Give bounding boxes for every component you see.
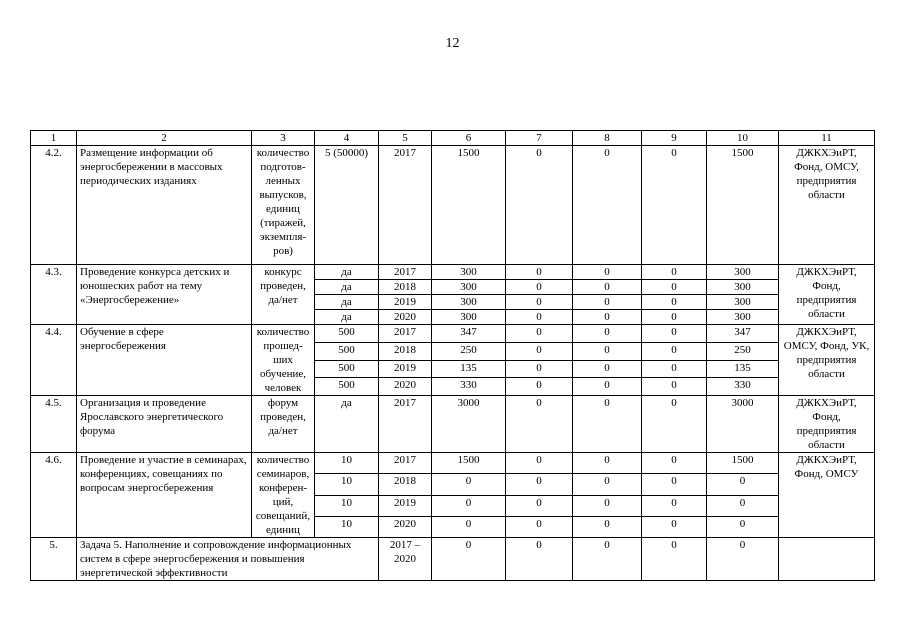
amount-c7: 0 xyxy=(506,360,573,378)
target-value: 10 xyxy=(315,495,379,516)
target-value: 500 xyxy=(315,342,379,360)
amount-c10: 300 xyxy=(707,280,779,295)
amount-total: 347 xyxy=(432,325,506,343)
amount-c7: 0 xyxy=(506,295,573,310)
amount-total: 0 xyxy=(432,516,506,537)
amount-c10: 0 xyxy=(707,474,779,495)
amount-total: 0 xyxy=(432,495,506,516)
header-cell: 7 xyxy=(506,131,573,146)
indicator: количество прошед-ших обучение, человек xyxy=(252,325,315,396)
target-value: 10 xyxy=(315,516,379,537)
row-number: 4.5. xyxy=(31,396,77,453)
amount-c10: 1500 xyxy=(707,146,779,265)
amount-c10: 0 xyxy=(707,538,779,581)
executors: ДЖКХЭиРТ, Фонд, ОМСУ xyxy=(779,453,875,538)
amount-c9: 0 xyxy=(642,310,707,325)
amount-c10: 0 xyxy=(707,495,779,516)
table-row xyxy=(31,396,875,453)
target-value: 5 (50000) xyxy=(315,146,379,265)
amount-c10: 300 xyxy=(707,310,779,325)
amount-c7: 0 xyxy=(506,516,573,537)
target-value: да xyxy=(315,265,379,280)
year: 2020 xyxy=(379,310,432,325)
year: 2017 xyxy=(379,325,432,343)
year: 2018 xyxy=(379,474,432,495)
target-value: да xyxy=(315,310,379,325)
amount-c7: 0 xyxy=(506,342,573,360)
executors-empty xyxy=(779,538,875,581)
amount-total: 1500 xyxy=(432,146,506,265)
year: 2017 xyxy=(379,146,432,265)
amount-c9: 0 xyxy=(642,516,707,537)
task-name: Задача 5. Наполнение и сопровождение информационных систем в сфере энергосбережения и повышения энергетической эффективности xyxy=(77,538,379,581)
year: 2020 xyxy=(379,378,432,396)
amount-c9: 0 xyxy=(642,396,707,453)
amount-c7: 0 xyxy=(506,538,573,581)
year: 2017 xyxy=(379,396,432,453)
indicator: количество семинаров, конферен-ций, совещаний, единиц xyxy=(252,453,315,538)
year: 2018 xyxy=(379,280,432,295)
amount-c7: 0 xyxy=(506,146,573,265)
year: 2019 xyxy=(379,360,432,378)
page-number: 12 xyxy=(445,36,460,51)
amount-c7: 0 xyxy=(506,280,573,295)
amount-c8: 0 xyxy=(573,265,642,280)
table-row xyxy=(31,453,875,474)
amount-c10: 250 xyxy=(707,342,779,360)
amount-c10: 0 xyxy=(707,516,779,537)
header-cell: 10 xyxy=(707,131,779,146)
amount-c9: 0 xyxy=(642,360,707,378)
target-value: 500 xyxy=(315,378,379,396)
year: 2017 – 2020 xyxy=(379,538,432,581)
amount-c7: 0 xyxy=(506,453,573,474)
amount-total: 0 xyxy=(432,474,506,495)
amount-c10: 135 xyxy=(707,360,779,378)
amount-total: 300 xyxy=(432,295,506,310)
executors: ДЖКХЭиРТ, Фонд, предприятия области xyxy=(779,265,875,325)
amount-c9: 0 xyxy=(642,474,707,495)
amount-c8: 0 xyxy=(573,146,642,265)
year: 2019 xyxy=(379,295,432,310)
row-number: 4.4. xyxy=(31,325,77,396)
amount-c8: 0 xyxy=(573,516,642,537)
indicator: количество подготов-ленных выпусков, единиц (тиражей, экземпля-ров) xyxy=(252,146,315,265)
header-cell: 9 xyxy=(642,131,707,146)
measure-name: Размещение информации об энергосбережении в массовых периодических изданиях xyxy=(77,146,252,265)
amount-c9: 0 xyxy=(642,295,707,310)
year: 2018 xyxy=(379,342,432,360)
amount-c8: 0 xyxy=(573,360,642,378)
row-number: 4.2. xyxy=(31,146,77,265)
amount-c9: 0 xyxy=(642,265,707,280)
measure-name: Организация и проведение Ярославского энергетического форума xyxy=(77,396,252,453)
amount-c7: 0 xyxy=(506,495,573,516)
amount-c7: 0 xyxy=(506,396,573,453)
row-number: 5. xyxy=(31,538,77,581)
amount-c10: 347 xyxy=(707,325,779,343)
amount-c8: 0 xyxy=(573,295,642,310)
year: 2017 xyxy=(379,265,432,280)
target-value: да xyxy=(315,396,379,453)
table-row xyxy=(31,538,875,581)
amount-c8: 0 xyxy=(573,378,642,396)
header-row xyxy=(31,131,875,146)
amount-c7: 0 xyxy=(506,378,573,396)
amount-c10: 3000 xyxy=(707,396,779,453)
amount-c10: 330 xyxy=(707,378,779,396)
header-cell: 4 xyxy=(315,131,379,146)
amount-c8: 0 xyxy=(573,495,642,516)
header-cell: 1 xyxy=(31,131,77,146)
amount-c9: 0 xyxy=(642,453,707,474)
year: 2020 xyxy=(379,516,432,537)
amount-c8: 0 xyxy=(573,474,642,495)
amount-c9: 0 xyxy=(642,342,707,360)
amount-total: 3000 xyxy=(432,396,506,453)
amount-total: 250 xyxy=(432,342,506,360)
amount-c7: 0 xyxy=(506,474,573,495)
measures-table xyxy=(30,130,875,581)
amount-c8: 0 xyxy=(573,453,642,474)
measure-name: Проведение конкурса детских и юношеских работ на тему «Энергосбережение» xyxy=(77,265,252,325)
target-value: да xyxy=(315,280,379,295)
header-cell: 6 xyxy=(432,131,506,146)
amount-c8: 0 xyxy=(573,310,642,325)
table-row xyxy=(31,265,875,280)
table-row xyxy=(31,325,875,343)
amount-c9: 0 xyxy=(642,146,707,265)
table-row xyxy=(31,146,875,265)
measure-name: Обучение в сфере энергосбережения xyxy=(77,325,252,396)
amount-c9: 0 xyxy=(642,495,707,516)
indicator: форум проведен, да/нет xyxy=(252,396,315,453)
amount-c9: 0 xyxy=(642,325,707,343)
header-cell: 3 xyxy=(252,131,315,146)
amount-c10: 1500 xyxy=(707,453,779,474)
indicator: конкурс проведен, да/нет xyxy=(252,265,315,325)
amount-c8: 0 xyxy=(573,325,642,343)
header-cell: 5 xyxy=(379,131,432,146)
amount-total: 1500 xyxy=(432,453,506,474)
amount-c8: 0 xyxy=(573,538,642,581)
amount-c9: 0 xyxy=(642,280,707,295)
row-number: 4.3. xyxy=(31,265,77,325)
target-value: 500 xyxy=(315,325,379,343)
amount-c8: 0 xyxy=(573,396,642,453)
executors: ДЖКХЭиРТ, ОМСУ, Фонд, УК, предприятия области xyxy=(779,325,875,396)
amount-c9: 0 xyxy=(642,378,707,396)
year: 2017 xyxy=(379,453,432,474)
row-number: 4.6. xyxy=(31,453,77,538)
amount-c9: 0 xyxy=(642,538,707,581)
amount-total: 0 xyxy=(432,538,506,581)
amount-c10: 300 xyxy=(707,265,779,280)
amount-total: 135 xyxy=(432,360,506,378)
amount-total: 300 xyxy=(432,280,506,295)
target-value: да xyxy=(315,295,379,310)
header-cell: 8 xyxy=(573,131,642,146)
amount-c7: 0 xyxy=(506,310,573,325)
amount-c7: 0 xyxy=(506,265,573,280)
executors: ДЖКХЭиРТ, Фонд, предприятия области xyxy=(779,396,875,453)
executors: ДЖКХЭиРТ, Фонд, ОМСУ, предприятия области xyxy=(779,146,875,265)
year: 2019 xyxy=(379,495,432,516)
amount-c8: 0 xyxy=(573,280,642,295)
target-value: 10 xyxy=(315,453,379,474)
amount-c8: 0 xyxy=(573,342,642,360)
amount-c10: 300 xyxy=(707,295,779,310)
amount-c7: 0 xyxy=(506,325,573,343)
amount-total: 300 xyxy=(432,310,506,325)
target-value: 500 xyxy=(315,360,379,378)
header-cell: 11 xyxy=(779,131,875,146)
amount-total: 330 xyxy=(432,378,506,396)
measure-name: Проведение и участие в семинарах, конференциях, совещаниях по вопросам энергосбережения xyxy=(77,453,252,538)
header-cell: 2 xyxy=(77,131,252,146)
target-value: 10 xyxy=(315,474,379,495)
amount-total: 300 xyxy=(432,265,506,280)
